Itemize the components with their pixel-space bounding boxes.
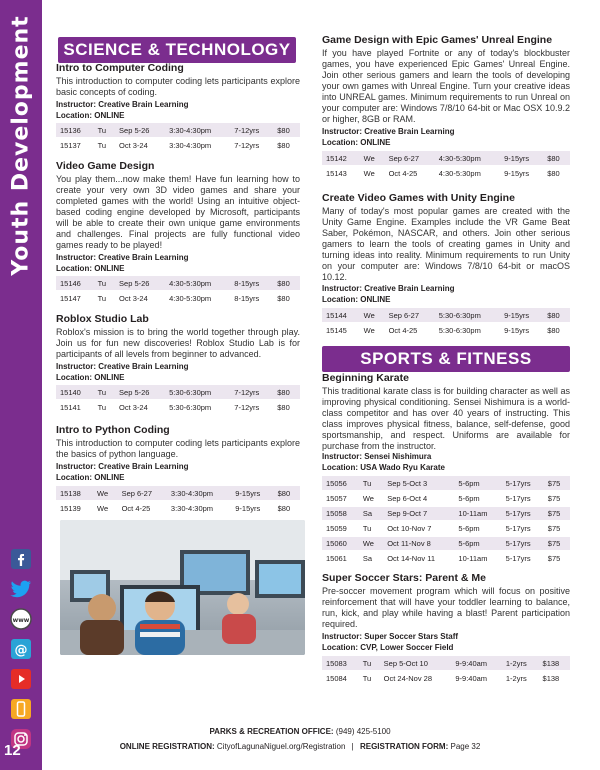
course-title: Game Design with Epic Games' Unreal Engine — [322, 34, 553, 46]
course-instructor: Instructor: Creative Brain Learning — [56, 100, 189, 109]
course-description: Roblox's mission is to bring the world together through play. Join us for fun new discoveries! Roblox Studio Lab is for participants of all levels from beginner to advanced. — [56, 327, 300, 359]
course-dates: Oct 14-Nov 11 — [383, 551, 454, 566]
course-code: 15059 — [322, 521, 359, 536]
course-fee: $75 — [544, 476, 570, 491]
course-fee: $80 — [543, 166, 570, 181]
table-row[interactable] — [322, 551, 570, 566]
course-fee: $80 — [274, 486, 300, 501]
course-ages: 9-15yrs — [500, 166, 543, 181]
registration-form-page[interactable]: Page 32 — [450, 742, 481, 751]
course-day: Tu — [359, 656, 380, 671]
course-time: 5-6pm — [454, 476, 501, 491]
course-ages: 5-17yrs — [502, 506, 544, 521]
course-code: 15144 — [322, 308, 360, 323]
course-ages: 5-17yrs — [502, 491, 544, 506]
course-ages: 1-2yrs — [502, 656, 539, 671]
table-row[interactable] — [322, 671, 570, 686]
course-ages: 7-12yrs — [230, 138, 273, 153]
table-row[interactable] — [56, 486, 300, 501]
registration-form-label: REGISTRATION FORM: — [359, 742, 449, 751]
schedule-table — [322, 151, 570, 182]
course-day: Tu — [94, 123, 115, 138]
table-row[interactable] — [56, 385, 300, 400]
course-dates: Oct 4-25 — [385, 323, 435, 338]
section-title-text: Youth Development — [8, 14, 34, 276]
course-title: Video Game Design — [56, 160, 155, 172]
table-row[interactable] — [322, 308, 570, 323]
course-ages: 7-12yrs — [230, 385, 273, 400]
course-day: We — [360, 166, 385, 181]
course-fee: $80 — [273, 385, 300, 400]
course-dates: Oct 10-Nov 7 — [383, 521, 454, 536]
email-icon[interactable] — [10, 638, 32, 660]
course-time: 4:30-5:30pm — [435, 166, 500, 181]
mobile-icon[interactable] — [10, 698, 32, 720]
course-fee: $80 — [273, 123, 300, 138]
course-ages: 7-12yrs — [230, 400, 273, 415]
table-row[interactable] — [322, 476, 570, 491]
youtube-icon[interactable] — [10, 668, 32, 690]
course-ages: 9-15yrs — [500, 308, 543, 323]
course-location: Location: ONLINE — [56, 473, 125, 482]
course-time: 10-11am — [454, 506, 501, 521]
table-row[interactable] — [322, 656, 570, 671]
course-code: 15056 — [322, 476, 359, 491]
course-instructor: Instructor: Creative Brain Learning — [56, 362, 189, 371]
course-description: Many of today's most popular games are created with the Unity Game Engine. Examples include the VR Game Beat Saber, Pokémon, NASCAR, and others. Join other serious gamers to learn the tools of creating games in Unity and turning ideas into reality. Minimum requirements to run Unity on your computer are: Windows 7/8/10 64-bit or macOS 10.12. — [322, 206, 570, 282]
course-time: 4:30-5:30pm — [435, 151, 500, 166]
twitter-icon[interactable] — [10, 578, 32, 600]
table-row[interactable] — [56, 501, 300, 516]
sports-fitness-banner: SPORTS & FITNESS — [322, 346, 570, 372]
course-dates: Sep 5-26 — [115, 276, 165, 291]
course-description: This traditional karate class is for building character as well as improving physical conditioning. Sensei Nishimura is a world-class competitor and has over 40 years of instructing. This class improves physical fitness, balance, self-defense, good sportsmanship, and respect. Uniforms are available for purchase from the instructor. — [322, 386, 570, 451]
course-ages: 8-15yrs — [230, 291, 273, 306]
course-day: Tu — [94, 276, 115, 291]
course-time: 5:30-6:30pm — [165, 400, 230, 415]
course-fee: $75 — [544, 506, 570, 521]
course-day: We — [359, 491, 383, 506]
course-fee: $80 — [273, 400, 300, 415]
course-dates: Sep 6-Oct 4 — [383, 491, 454, 506]
course-day: Sa — [359, 551, 383, 566]
course-day: Tu — [359, 521, 383, 536]
course-fee: $138 — [539, 656, 570, 671]
course-dates: Sep 6-27 — [118, 486, 167, 501]
course-location: Location: CVP, Lower Soccer Field — [322, 643, 454, 652]
course-code: 15083 — [322, 656, 359, 671]
course-dates: Sep 5-26 — [115, 123, 165, 138]
course-code: 15136 — [56, 123, 94, 138]
online-registration-link[interactable]: CityofLagunaNiguel.org/Registration — [216, 742, 346, 751]
course-ages: 1-2yrs — [502, 671, 539, 686]
course-fee: $80 — [543, 323, 570, 338]
table-row[interactable] — [322, 521, 570, 536]
course-code: 15058 — [322, 506, 359, 521]
course-day: We — [360, 323, 385, 338]
course-ages: 9-15yrs — [500, 151, 543, 166]
course-code: 15060 — [322, 536, 359, 551]
course-time: 5-6pm — [454, 536, 501, 551]
course-time: 5:30-6:30pm — [435, 308, 500, 323]
table-row[interactable] — [322, 166, 570, 181]
course-time: 5-6pm — [454, 491, 501, 506]
office-label: PARKS & RECREATION OFFICE: — [209, 727, 334, 736]
page-number: 12 — [4, 742, 21, 759]
schedule-table — [56, 486, 300, 517]
course-fee: $138 — [539, 671, 570, 686]
course-day: Tu — [359, 476, 383, 491]
course-code: 15061 — [322, 551, 359, 566]
course-fee: $80 — [273, 138, 300, 153]
footer-separator: | — [351, 742, 354, 751]
schedule-table — [56, 385, 300, 416]
table-row[interactable] — [322, 491, 570, 506]
facebook-icon[interactable] — [10, 548, 32, 570]
course-instructor: Instructor: Sensei Nishimura — [322, 452, 432, 461]
course-dates: Oct 24-Nov 28 — [380, 671, 452, 686]
course-title: Roblox Studio Lab — [56, 313, 149, 325]
course-code: 15147 — [56, 291, 94, 306]
course-dates: Oct 4-25 — [385, 166, 435, 181]
course-fee: $80 — [274, 501, 300, 516]
course-fee: $80 — [273, 276, 300, 291]
course-day: Tu — [94, 400, 115, 415]
course-dates: Sep 5-Oct 10 — [380, 656, 452, 671]
table-row[interactable] — [56, 400, 300, 415]
course-day: We — [360, 151, 385, 166]
course-fee: $80 — [273, 291, 300, 306]
course-day: Tu — [359, 671, 380, 686]
course-location: Location: ONLINE — [56, 111, 125, 120]
course-time: 3:30-4:30pm — [167, 501, 231, 516]
schedule-table — [56, 276, 300, 307]
table-row[interactable] — [322, 151, 570, 166]
course-code: 15084 — [322, 671, 359, 686]
course-fee: $75 — [544, 491, 570, 506]
course-dates: Sep 5-Oct 3 — [383, 476, 454, 491]
course-ages: 9-15yrs — [231, 501, 273, 516]
course-ages: 9-15yrs — [231, 486, 273, 501]
course-time: 5:30-6:30pm — [165, 385, 230, 400]
course-dates: Oct 11-Nov 8 — [383, 536, 454, 551]
course-code: 15057 — [322, 491, 359, 506]
course-day: Tu — [94, 138, 115, 153]
course-day: We — [93, 501, 118, 516]
course-location: Location: ONLINE — [322, 138, 391, 147]
course-dates: Oct 3-24 — [115, 138, 165, 153]
course-dates: Oct 3-24 — [115, 400, 165, 415]
course-code: 15145 — [322, 323, 360, 338]
table-row[interactable] — [56, 123, 300, 138]
course-title: Super Soccer Stars: Parent & Me — [322, 572, 486, 584]
course-ages: 5-17yrs — [502, 476, 544, 491]
course-time: 9-9:40am — [451, 656, 501, 671]
course-code: 15143 — [322, 166, 360, 181]
course-code: 15146 — [56, 276, 94, 291]
course-fee: $80 — [543, 308, 570, 323]
course-day: Tu — [94, 291, 115, 306]
course-location: Location: ONLINE — [322, 295, 391, 304]
registration-line — [0, 742, 600, 751]
course-fee: $75 — [544, 536, 570, 551]
table-row[interactable] — [56, 276, 300, 291]
course-code: 15140 — [56, 385, 94, 400]
svg-text:@: @ — [14, 643, 28, 658]
table-row[interactable] — [322, 323, 570, 338]
table-row[interactable] — [322, 536, 570, 551]
course-location: Location: ONLINE — [56, 373, 125, 382]
course-ages: 5-17yrs — [502, 521, 544, 536]
course-instructor: Instructor: Creative Brain Learning — [56, 253, 189, 262]
course-description: This introduction to computer coding lets participants explore the basics of python language. — [56, 438, 300, 459]
schedule-table — [56, 123, 300, 154]
course-instructor: Instructor: Creative Brain Learning — [322, 127, 455, 136]
course-time: 5:30-6:30pm — [435, 323, 500, 338]
course-time: 4:30-5:30pm — [165, 276, 230, 291]
course-fee: $75 — [544, 521, 570, 536]
course-instructor: Instructor: Creative Brain Learning — [322, 284, 455, 293]
course-code: 15141 — [56, 400, 94, 415]
course-dates: Sep 6-27 — [385, 308, 435, 323]
web-icon[interactable] — [10, 608, 32, 630]
schedule-table — [322, 476, 570, 567]
course-day: We — [360, 308, 385, 323]
course-day: Sa — [359, 506, 383, 521]
course-description: Pre-soccer movement program which will focus on positive reinforcement that will have your toddler learning to balance, run, kick, and play while having a blast! Parent participation required. — [322, 586, 570, 629]
sidebar — [0, 0, 42, 770]
course-code: 15138 — [56, 486, 93, 501]
schedule-table — [322, 308, 570, 339]
course-dates: Oct 3-24 — [115, 291, 165, 306]
course-day: Tu — [94, 385, 115, 400]
course-time: 10-11am — [454, 551, 501, 566]
course-title: Intro to Computer Coding — [56, 62, 184, 74]
office-line — [0, 727, 600, 736]
course-location: Location: ONLINE — [56, 264, 125, 273]
course-code: 15139 — [56, 501, 93, 516]
course-location: Location: USA Wado Ryu Karate — [322, 463, 445, 472]
course-title: Intro to Python Coding — [56, 424, 170, 436]
course-fee: $75 — [544, 551, 570, 566]
course-instructor: Instructor: Super Soccer Stars Staff — [322, 632, 459, 641]
course-ages: 8-15yrs — [230, 276, 273, 291]
section-title — [2, 14, 40, 276]
course-dates: Sep 5-26 — [115, 385, 165, 400]
course-code: 15137 — [56, 138, 94, 153]
course-dates: Oct 4-25 — [118, 501, 167, 516]
course-time: 3:30-4:30pm — [165, 123, 230, 138]
office-phone[interactable]: (949) 425-5100 — [335, 727, 391, 736]
course-ages: 9-15yrs — [500, 323, 543, 338]
course-instructor: Instructor: Creative Brain Learning — [56, 462, 189, 471]
schedule-table — [322, 656, 570, 687]
course-time: 9-9:40am — [451, 671, 501, 686]
course-dates: Sep 9-Oct 7 — [383, 506, 454, 521]
svg-text:www: www — [12, 617, 30, 624]
course-description: If you have played Fortnite or any of today's blockbuster games, you have experienced Epic Games' Unreal Engine. Join other serious gamers and learn the tools of developing your own games with Unreal Engine. Turn your creative ideas into UNREAL games. Minimum requirements to run Unreal on your computer are: Windows 7/8/10 64-bit or Mac OSX 10.9.2 or higher, 8GB or RAM. — [322, 48, 570, 124]
course-time: 5-6pm — [454, 521, 501, 536]
course-time: 4:30-5:30pm — [165, 291, 230, 306]
course-ages: 5-17yrs — [502, 536, 544, 551]
course-ages: 5-17yrs — [502, 551, 544, 566]
science-technology-banner: SCIENCE & TECHNOLOGY — [58, 37, 296, 63]
course-ages: 7-12yrs — [230, 123, 273, 138]
course-description: You play them...now make them! Have fun learning how to create your very own 3D video games and share your completed games with the world! Using an intuitive object-based coding engine developed by Microsoft, participants will be able to create their own unique game environments and challenges. Final projects are fully functional video games ready to be played! — [56, 174, 300, 250]
course-title: Create Video Games with Unity Engine — [322, 192, 515, 204]
course-time: 3:30-4:30pm — [165, 138, 230, 153]
course-fee: $80 — [543, 151, 570, 166]
course-day: We — [359, 536, 383, 551]
course-title: Beginning Karate — [322, 372, 409, 384]
table-row[interactable] — [322, 506, 570, 521]
course-dates: Sep 6-27 — [385, 151, 435, 166]
course-time: 3:30-4:30pm — [167, 486, 231, 501]
course-code: 15142 — [322, 151, 360, 166]
online-registration-label: ONLINE REGISTRATION: — [119, 742, 215, 751]
course-description: This introduction to computer coding lets participants explore basic concepts of coding. — [56, 76, 300, 97]
kids-coding-photo — [60, 520, 305, 655]
table-row[interactable] — [56, 138, 300, 153]
course-day: We — [93, 486, 118, 501]
table-row[interactable] — [56, 291, 300, 306]
